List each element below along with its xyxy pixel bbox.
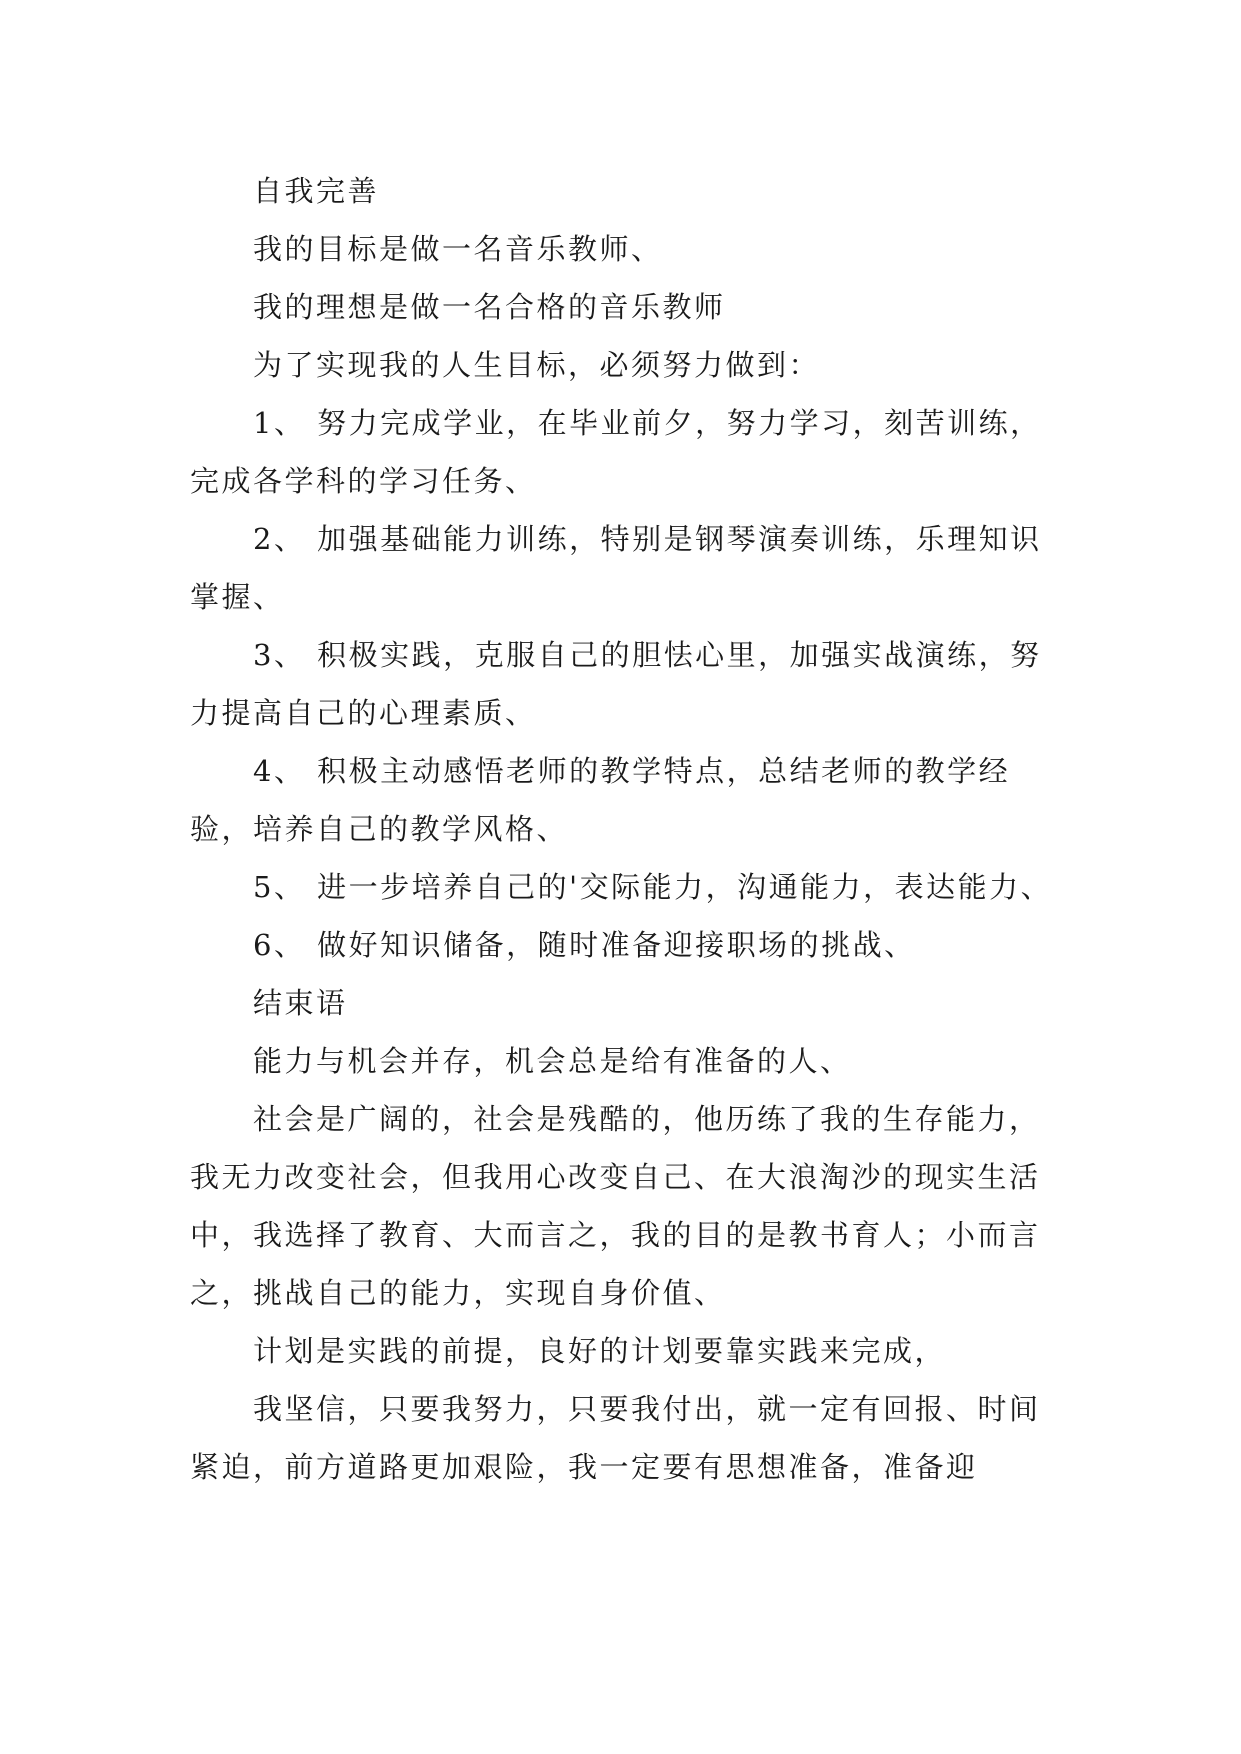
heading-self-improvement: 自我完善 <box>253 174 380 208</box>
heading-conclusion: 结束语 <box>253 986 348 1020</box>
paragraph-ideal: 我的理想是做一名合格的音乐教师 <box>253 290 726 324</box>
list-item-6: 6、 做好知识储备，随时准备迎接职场的挑战、 <box>253 928 916 962</box>
list-item-5: 5、 进一步培养自己的'交际能力，沟通能力，表达能力、 <box>253 870 1053 904</box>
paragraph-belief: 我坚信，只要我努力，只要我付出，就一定有回报、时间紧迫，前方道路更加艰险，我一定要有思想准备，准备迎 <box>190 1392 1041 1484</box>
paragraph-plan: 计划是实践的前提，良好的计划要靠实践来完成， <box>253 1334 947 1368</box>
paragraph-intro: 为了实现我的人生目标，必须努力做到： <box>253 348 821 382</box>
list-item-3: 3、 积极实践，克服自己的胆怯心里，加强实战演练，努力提高自己的心理素质、 <box>190 638 1042 730</box>
document-page <box>190 162 1060 1496</box>
list-item-4: 4、 积极主动感悟老师的教学特点，总结老师的教学经验，培养自己的教学风格、 <box>190 754 1011 846</box>
list-item-2: 2、 加强基础能力训练，特别是钢琴演奏训练，乐理知识掌握、 <box>190 522 1042 614</box>
list-item-1: 1、 努力完成学业，在毕业前夕，努力学习，刻苦训练，完成各学科的学习任务、 <box>190 406 1042 498</box>
paragraph-opportunity: 能力与机会并存，机会总是给有准备的人、 <box>253 1044 852 1078</box>
paragraph-goal: 我的目标是做一名音乐教师、 <box>253 232 663 266</box>
paragraph-society: 社会是广阔的，社会是残酷的，他历练了我的生存能力，我无力改变社会，但我用心改变自己、在大浪淘沙的现实生活中，我选择了教育、大而言之，我的目的是教书育人；小而言之，挑战自己的能力，实现自身价值、 <box>190 1102 1041 1310</box>
